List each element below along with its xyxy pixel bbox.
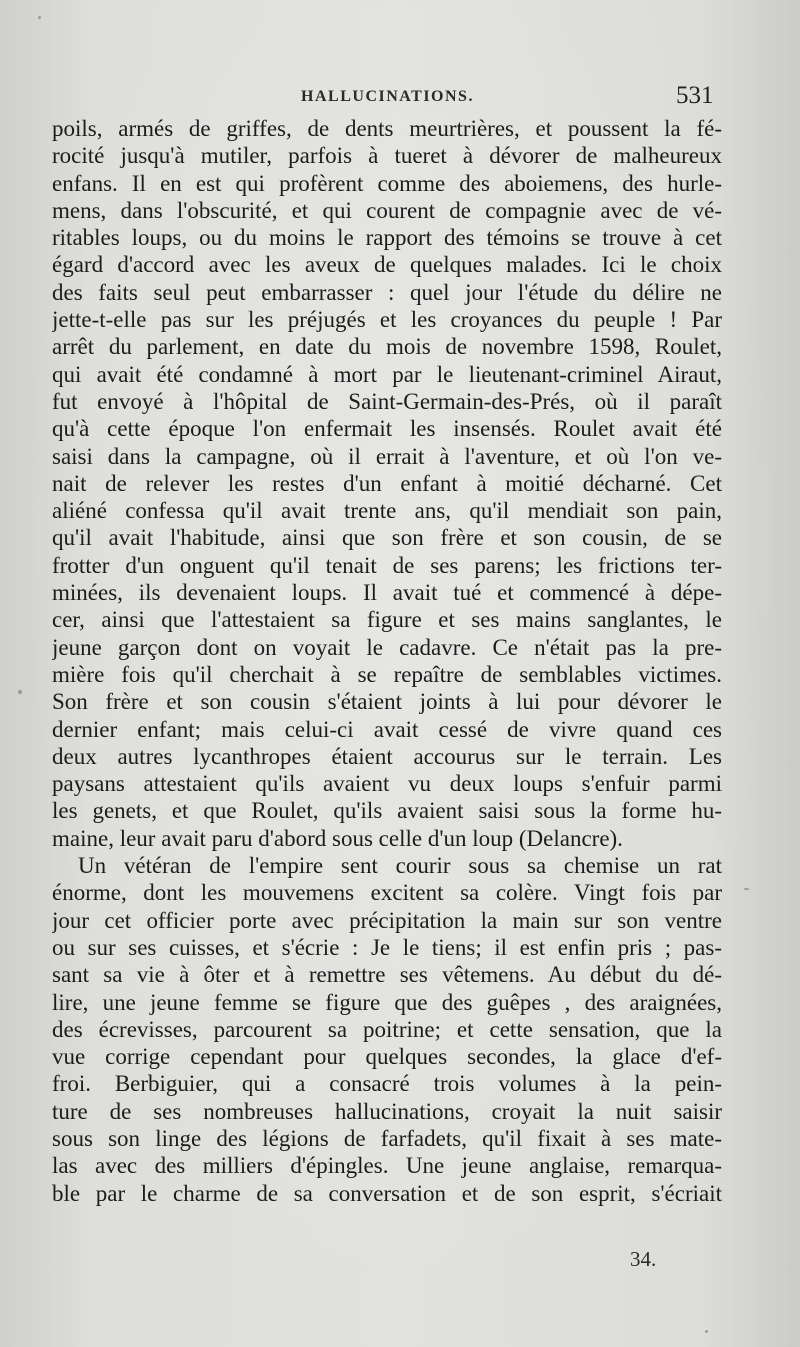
text-line: Son frère et son cousin s'étaient joints à lui pour dévorer le bbox=[52, 689, 722, 715]
text-line: mière fois qu'il cherchait à se repaître de semblables victimes. bbox=[52, 661, 722, 687]
text-line: enfans. Il en est qui profèrent comme des aboiemens, des hurle- bbox=[52, 170, 722, 196]
text-line: ble par le charme de sa conversation et de son esprit, s'écriait bbox=[52, 1180, 722, 1206]
text-line: paysans attestaient qu'ils avaient vu deux loups s'enfuir parmi bbox=[52, 771, 722, 797]
text-line: qui avait été condamné à mort par le lieutenant-criminel Airaut, bbox=[52, 361, 722, 387]
paper-speck bbox=[18, 690, 22, 694]
text-line: des faits seul peut embarrasser : quel jour l'étude du délire ne bbox=[52, 279, 722, 305]
text-line: ritables loups, ou du moins le rapport des témoins se trouve à cet bbox=[52, 225, 722, 251]
text-line: des écrevisses, parcourent sa poitrine; et cette sensation, que la bbox=[52, 1016, 722, 1042]
text-line: qu'à cette époque l'on enfermait les insensés. Roulet avait été bbox=[52, 416, 722, 442]
text-line: poils, armés de griffes, de dents meurtrières, et poussent la fé- bbox=[52, 116, 722, 141]
text-line: qu'il avait l'habitude, ainsi que son frère et son cousin, de se bbox=[52, 525, 722, 551]
text-line: las avec des milliers d'épingles. Une jeune anglaise, remarqua- bbox=[52, 1153, 722, 1179]
text-line: fut envoyé à l'hôpital de Saint-Germain-des-Prés, où il paraît bbox=[52, 388, 722, 414]
text-line: arrêt du parlement, en date du mois de novembre 1598, Roulet, bbox=[52, 334, 722, 360]
text-line: jeune garçon dont on voyait le cadavre. Ce n'était pas la pre- bbox=[52, 634, 722, 660]
body-text bbox=[52, 115, 722, 1207]
text-line: dernier enfant; mais celui-ci avait cessé de vivre quand ces bbox=[52, 716, 722, 742]
text-line: aliéné confessa qu'il avait trente ans, qu'il mendiait son pain, bbox=[52, 498, 722, 524]
text-line: frotter d'un onguent qu'il tenait de ses parens; les frictions ter- bbox=[52, 552, 722, 578]
running-title: HALLUCINATIONS. bbox=[301, 88, 474, 105]
text-line: nait de relever les restes d'un enfant à moitié décharné. Cet bbox=[52, 470, 722, 496]
text-line: deux autres lycanthropes étaient accourus sur le terrain. Les bbox=[52, 743, 722, 769]
paper-speck bbox=[705, 1330, 708, 1333]
text-line: rocité jusqu'à mutiler, parfois à tueret à dévorer de malheureux bbox=[52, 143, 722, 169]
text-line: énorme, dont les mouvemens excitent sa colère. Vingt fois par bbox=[52, 880, 722, 906]
text-line: lire, une jeune femme se figure que des guêpes , des araignées, bbox=[52, 989, 722, 1015]
text-line: vue corrige cependant pour quelques secondes, la glace d'ef- bbox=[52, 1044, 722, 1070]
text-line: maine, leur avait paru d'abord sous celle d'un loup (Delancre). bbox=[52, 825, 623, 851]
text-line: cer, ainsi que l'attestaient sa figure et ses mains sanglantes, le bbox=[52, 607, 722, 633]
text-line: jour cet officier porte avec précipitation la main sur son ventre bbox=[52, 907, 722, 933]
signature-mark: 34. bbox=[630, 1247, 657, 1271]
text-line: froi. Berbiguier, qui a consacré trois volumes à la pein- bbox=[52, 1071, 722, 1097]
text-line: sous son linge des légions de farfadets, qu'il fixait à ses mate- bbox=[52, 1125, 722, 1151]
paper-speck bbox=[744, 888, 749, 890]
text-line: sant sa vie à ôter et à remettre ses vêtemens. Au début du dé- bbox=[52, 962, 722, 988]
text-line: saisi dans la campagne, où il errait à l'aventure, et où l'on ve- bbox=[52, 443, 722, 469]
paper-speck bbox=[38, 16, 41, 19]
text-line: mens, dans l'obscurité, et qui courent de compagnie avec de vé- bbox=[52, 197, 722, 223]
text-line: les genets, et que Roulet, qu'ils avaient saisi sous la forme hu- bbox=[52, 798, 722, 824]
text-line: égard d'accord avec les aveux de quelques malades. Ici le choix bbox=[52, 252, 722, 278]
text-line: ture de ses nombreuses hallucinations, croyait la nuit saisir bbox=[52, 1098, 722, 1124]
text-line: jette-t-elle pas sur les préjugés et les croyances du peuple ! Par bbox=[52, 307, 722, 333]
text-line: Un vétéran de l'empire sent courir sous sa chemise un rat bbox=[78, 853, 722, 879]
text-line: ou sur ses cuisses, et s'écrie : Je le tiens; il est enfin pris ; pas- bbox=[52, 934, 722, 960]
page-number: 531 bbox=[676, 82, 714, 109]
text-line: minées, ils devenaient loups. Il avait tué et commencé à dépe- bbox=[52, 580, 722, 606]
